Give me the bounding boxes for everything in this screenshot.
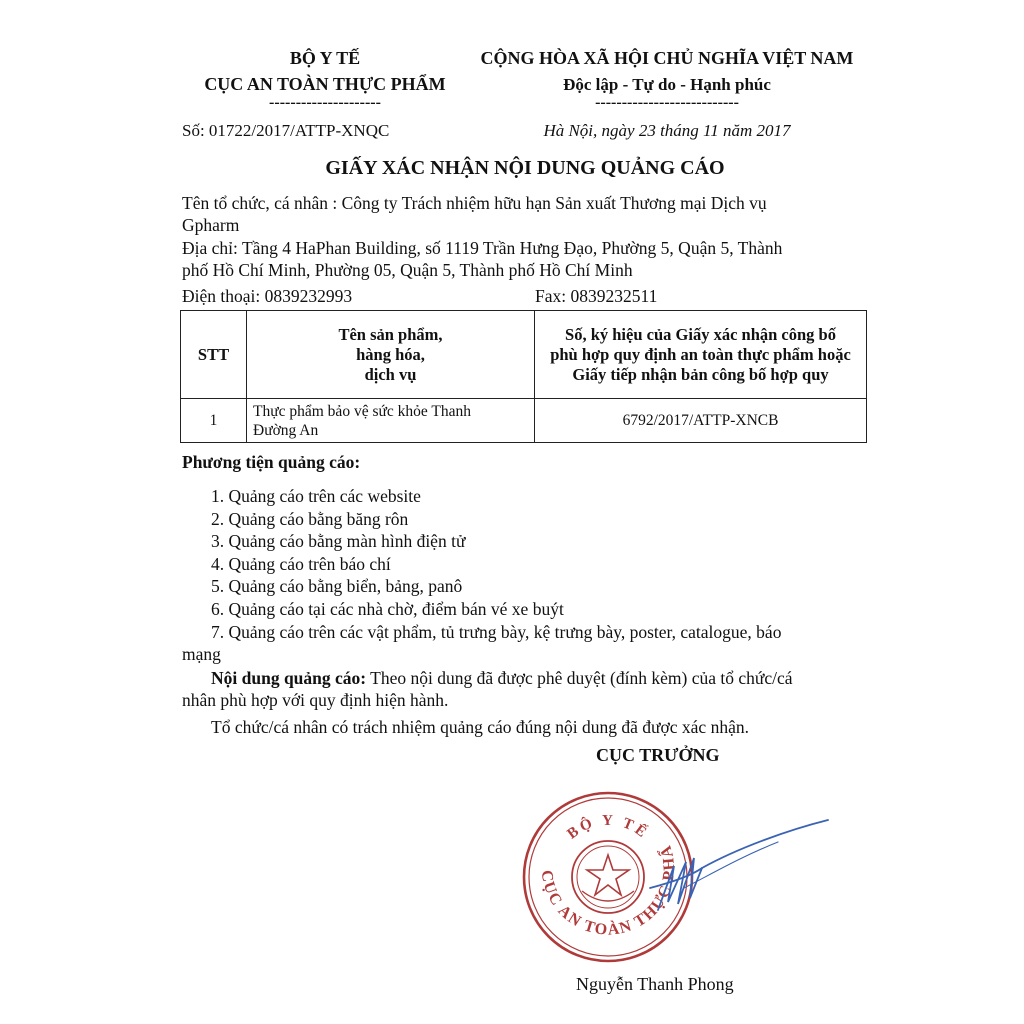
document-title: GIẤY XÁC NHẬN NỘI DUNG QUẢNG CÁO: [325, 157, 725, 179]
republic-name: CỘNG HÒA XÃ HỘI CHỦ NGHĨA VIỆT NAM: [480, 48, 854, 68]
content-label: Nội dung quảng cáo:: [211, 668, 367, 688]
signatory-title: CỤC TRƯỞNG: [596, 745, 720, 765]
table-row: [181, 399, 867, 443]
media-item-1: 1. Quảng cáo trên các website: [211, 486, 421, 506]
product-table: [180, 310, 867, 443]
seal-ring-text: CỤC AN TOÀN THỰC PHẨ: [537, 842, 679, 939]
row-product: Thực phẩm bảo vệ sức khỏe Thanh Đường An: [247, 399, 535, 443]
signature: [628, 818, 838, 943]
address-line2: phố Hồ Chí Minh, Phường 05, Quận 5, Thành phố Hồ Chí Minh: [182, 260, 633, 280]
media-heading: Phương tiện quảng cáo:: [182, 452, 361, 472]
department-name: CỤC AN TOÀN THỰC PHẨM: [204, 74, 446, 94]
content-paragraph-line1: [211, 667, 793, 689]
national-motto: Độc lập - Tự do - Hạnh phúc: [563, 75, 771, 94]
table-header-row: [181, 311, 867, 399]
header-certificate: Số, ký hiệu của Giấy xác nhận công bố phù hợp quy định an toàn thực phẩm hoặc Giấy tiếp nhận bản công bố hợp quy: [535, 311, 867, 399]
media-item-2: 2. Quảng cáo bằng băng rôn: [211, 509, 409, 529]
row-stt: 1: [181, 399, 247, 443]
content-text: Theo nội dung đã được phê duyệt (đính kèm) của tổ chức/cá: [366, 668, 793, 688]
ministry-name: BỘ Y TẾ: [289, 48, 361, 68]
document-number: Số: 01722/2017/ATTP-XNQC: [182, 121, 390, 140]
content-paragraph-line2: nhân phù hợp với quy định hiện hành.: [182, 690, 449, 710]
media-item-6: 6. Quảng cáo tại các nhà chờ, điểm bán vé xe buýt: [211, 599, 564, 619]
left-header-divider: ---------------------: [269, 94, 381, 111]
right-header-divider: ---------------------------: [595, 94, 739, 111]
header-product: Tên sản phẩm, hàng hóa, dịch vụ: [247, 311, 535, 399]
media-item-3: 3. Quảng cáo bằng màn hình điện tử: [211, 531, 466, 551]
responsibility-statement: Tổ chức/cá nhân có trách nhiệm quảng cáo đúng nội dung đã được xác nhận.: [211, 717, 749, 737]
fax-number: Fax: 0839232511: [535, 286, 658, 306]
media-item-5: 5. Quảng cáo bằng biển, bảng, panô: [211, 576, 463, 596]
address-line1: Địa chỉ: Tầng 4 HaPhan Building, số 1119 Trần Hưng Đạo, Phường 5, Quận 5, Thành: [182, 238, 783, 258]
header-stt: STT: [181, 311, 247, 399]
organization-name-line1: Tên tổ chức, cá nhân : Công ty Trách nhiệm hữu hạn Sản xuất Thương mại Dịch vụ: [182, 193, 767, 213]
signatory-name: Nguyễn Thanh Phong: [576, 974, 734, 994]
place-and-date: Hà Nội, ngày 23 tháng 11 năm 2017: [543, 121, 791, 140]
media-item-7-continuation: mạng: [182, 644, 221, 664]
row-certificate: 6792/2017/ATTP-XNCB: [535, 399, 867, 443]
seal-top-text: BỘ Y TẾ: [564, 812, 652, 843]
media-item-4: 4. Quảng cáo trên báo chí: [211, 554, 391, 574]
media-item-7: 7. Quảng cáo trên các vật phẩm, tủ trưng bày, kệ trưng bày, poster, catalogue, báo: [211, 622, 782, 642]
organization-name-line2: Gpharm: [182, 215, 240, 235]
phone-number: Điện thoại: 0839232993: [182, 286, 353, 306]
